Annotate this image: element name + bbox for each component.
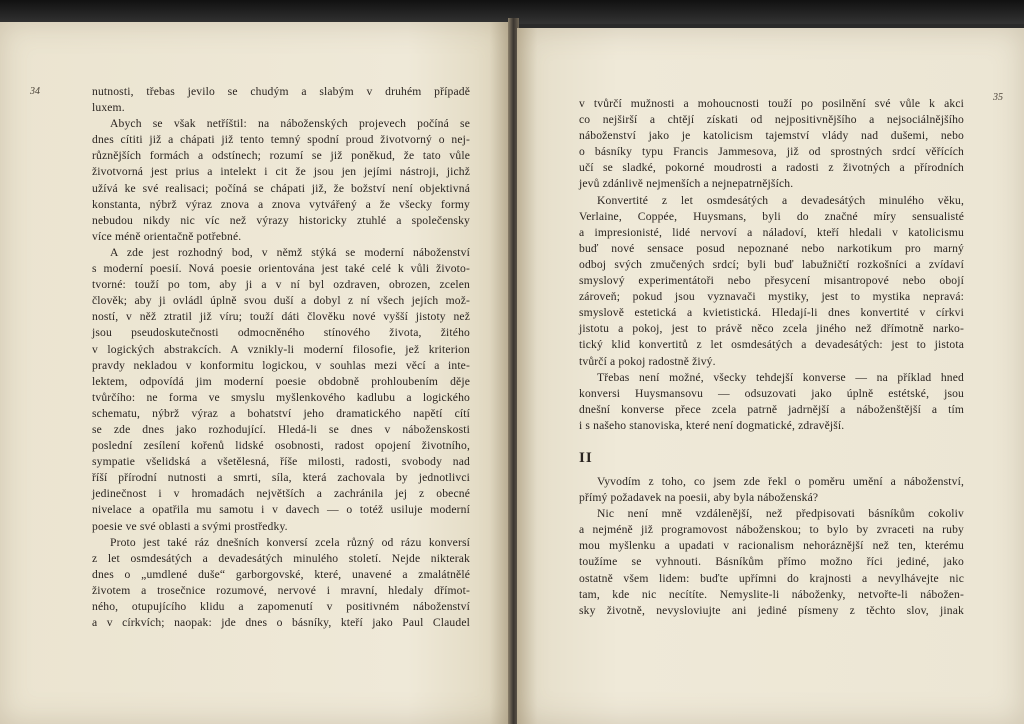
text-line: náboženství jako je katolicism tajemství vlády nad dušemi, nebo [579, 129, 964, 143]
text-line: pravdy nekladou v konformitu logickou, v souhlas mezi věcí a inte- [92, 358, 470, 372]
text-line: jedinečnost i v hromadách největších a zachránila jej z obecné [92, 487, 470, 501]
text-line: Třebas není možné, všecky tehdejší konverse — na příklad hned [597, 370, 964, 384]
text-line: konstanta, nýbrž výraz znova a znova vytvářený a že všecky formy [92, 197, 470, 211]
text-line: přímý požadavek na poesii, aby byla náboženská? [579, 491, 819, 505]
text-line: Proto jest také ráz dnešních konversí zcela různý od rázu konversí [110, 535, 470, 549]
text-line: luxem. [92, 101, 125, 115]
text-line: tvorné: touží po tom, aby ji a v ní byl ozdraven, obrozen, zcelen [92, 278, 470, 292]
page-number-left: 34 [30, 86, 40, 97]
text-line: v tvůrčí mužnosti a mohoucnosti touží po posilnění své vůle k akci [579, 97, 964, 110]
text-line: a nejméně již programovost náboženskou; to bylo by zvraceti na ruby [579, 523, 964, 537]
text-line: schematu, nýbrž výraz a bohatství jeho dramatického napětí cítí [92, 406, 470, 420]
text-line: v logických abstrakcích. A vznikly-li moderní filosofie, jež kriterion [92, 342, 470, 356]
left-page-text [92, 84, 470, 631]
text-line: Vyvodím z toho, co jsem zde řekl o poměru umění a náboženství, [597, 474, 964, 488]
text-line: sympatie všelidská a všetělesná, říše milosti, radosti, svobody nad [92, 455, 470, 469]
text-line: člověk; aby ji ovládl úplně svou duší a dobyl z ní všech jejích mož- [92, 294, 470, 308]
text-line: ného, otupujícího klidu a zapomenutí v positivném náboženství [92, 600, 470, 613]
text-line: nebudou nikdy nic víc než výrazy historicky ztuhlé a společensky [92, 213, 470, 227]
text-line: životem a trosečnice rozumové, nervové i mravní, hledaly dřímot- [92, 583, 470, 597]
text-line: učí se sladké, pokorné moudrosti a radosti z životných a přírodních [579, 161, 964, 175]
text-line: více méně orientačně potřebné. [92, 229, 242, 243]
text-line: Abych se však netříštil: na náboženských projevech počíná se [110, 117, 470, 131]
text-line: Nic není mně vzdálenější, než předpisovati básníkům cokoliv [597, 507, 964, 521]
text-line: odboj svých zmučených srdcí; byli buď labužničtí rozkošníci a zvídaví [579, 257, 964, 271]
text-line: tam, kde nic necítíte. Nemyslite-li náboženky, netvořte-li nábožen- [579, 587, 964, 601]
text-line: sky životně, nevysloviujte ani jediné písmeny z těchto slov, jinak [579, 603, 964, 617]
text-line: poslední zesílení kořenů lidské osobnosti, radost opojení životního, [92, 439, 470, 453]
text-line: tvůrčího: ne forma ve smyslu myšlenkového kadlubu a logického [92, 390, 470, 404]
text-line: o básníky typu Francis Jammesova, již od sprostných srdcí věřících [579, 145, 964, 159]
text-line: mou myšlenku a upadati v racionalism nehoráznější než ten, kterému [579, 539, 964, 553]
text-line: tický klid konvertitů z let osmdesátých a devadesátých: jest to jistota [579, 338, 964, 352]
right-page [517, 28, 1024, 724]
text-line: z let osmdesátých a devadesátých minulého století. Nejde nikterak [92, 551, 470, 565]
section-heading: II [579, 449, 593, 466]
text-line: užívá ke své realisaci; počíná se chápati již, že božství není objektivná [92, 181, 470, 195]
text-line: životvorná jest prius a intelekt i cit že jsou jen jejími nástroji, jichž [92, 165, 470, 179]
text-line: dnes o „umdlené duše“ garborgovské, které, unavené a zmalátnělé [92, 567, 470, 581]
text-line: a impresionisté, lidé nervoví a náladoví, kteří hledali v katolicismu [579, 225, 964, 239]
right-page-text [579, 96, 964, 619]
text-line: s moderní poesií. Nová poesie orientována jest také celé k vůli životo- [92, 262, 470, 276]
text-line: co nejširší a chtějí získati od nejpositivnějšího a nejsociálnějšího [579, 113, 964, 127]
text-line: i s našeho stanoviska, které není dogmatické, zdravější. [579, 418, 845, 432]
text-line: lektem, odpovídá jim moderní poesie obdobně prohloubením děje [92, 374, 470, 388]
text-line: Konvertité z let osmdesátých a devadesátých minulého věku, [597, 193, 964, 207]
text-line: jsou pseudoskutečnosti odmocněného stínového života, žitého [92, 326, 470, 340]
text-line: poesie ve své oblasti a svými prostředky. [92, 519, 288, 533]
text-line: se zde dnes jako rozhodující. Hledá-li se dnes v náboženskosti [92, 422, 470, 436]
text-line: buď nové sensace posud nepoznané nebo narkotikum pro marný [579, 241, 964, 255]
text-line: dnes cítiti již a chápati již tento temný spodní proud životvorný o nej- [92, 133, 470, 147]
text-line: nutnosti, třebas jevilo se chudým a slabým v druhém případě [92, 85, 470, 98]
text-line: A zde jest rozhodný bod, v němž stýká se moderní náboženství [110, 245, 470, 259]
text-line: Verlaine, Coppée, Huysmans, byli do značné míry sensualisté [579, 209, 964, 223]
text-line: a v církvích; naopak: jde dnes o básníky, kteří jako Paul Claudel [92, 616, 470, 630]
text-line: toužíme se vyhnouti. Básníkům přímo možno říci jediné, jako [579, 555, 964, 569]
text-line: ností, v něž ztratil již víru; touží dáti člověku nové vyšší jistoty než [92, 310, 470, 324]
text-line: různějších formách a odstínech; rozumí se již poněkud, že tato vůle [92, 149, 470, 163]
text-line: smyslově estetická a kvietistická. Hledají-li dnes konvertité v církvi [579, 306, 964, 320]
text-line: říší přírodní nutnosti a smrti, síla, která zachovala by jednotlivci [92, 471, 470, 485]
text-line: konversi Huysmansovu — odsuzovati jako úplně estétské, jsou [579, 386, 964, 400]
text-line: jevů zdánlivě nejmenších a nejnepatrnějších. [579, 177, 794, 191]
text-line: zároveň; pokud jsou vyznavači mystiky, jest to mystika nepravá: [579, 290, 964, 304]
text-line: jistotu a pokoj, jest to právě něco zcela jiného než dřímotně narko- [579, 322, 964, 336]
left-page [0, 22, 510, 724]
text-line: ostatně všem lidem: buďte upřímni do krajnosti a nevylhávejte nic [579, 571, 964, 585]
text-line: dnešní konverse přece zcela patrně jadrnější a náboženštější a tím [579, 402, 964, 416]
text-line: tvůrčí a pokoj radostně živý. [579, 354, 716, 368]
text-line: nivelace a opatřila mu samotu i v davech — o totéž usiluje moderní [92, 503, 470, 517]
page-number-right: 35 [993, 92, 1003, 103]
text-line: smyslový experimentátoři nebo přesycení misantropové nebo obojí [579, 274, 964, 288]
